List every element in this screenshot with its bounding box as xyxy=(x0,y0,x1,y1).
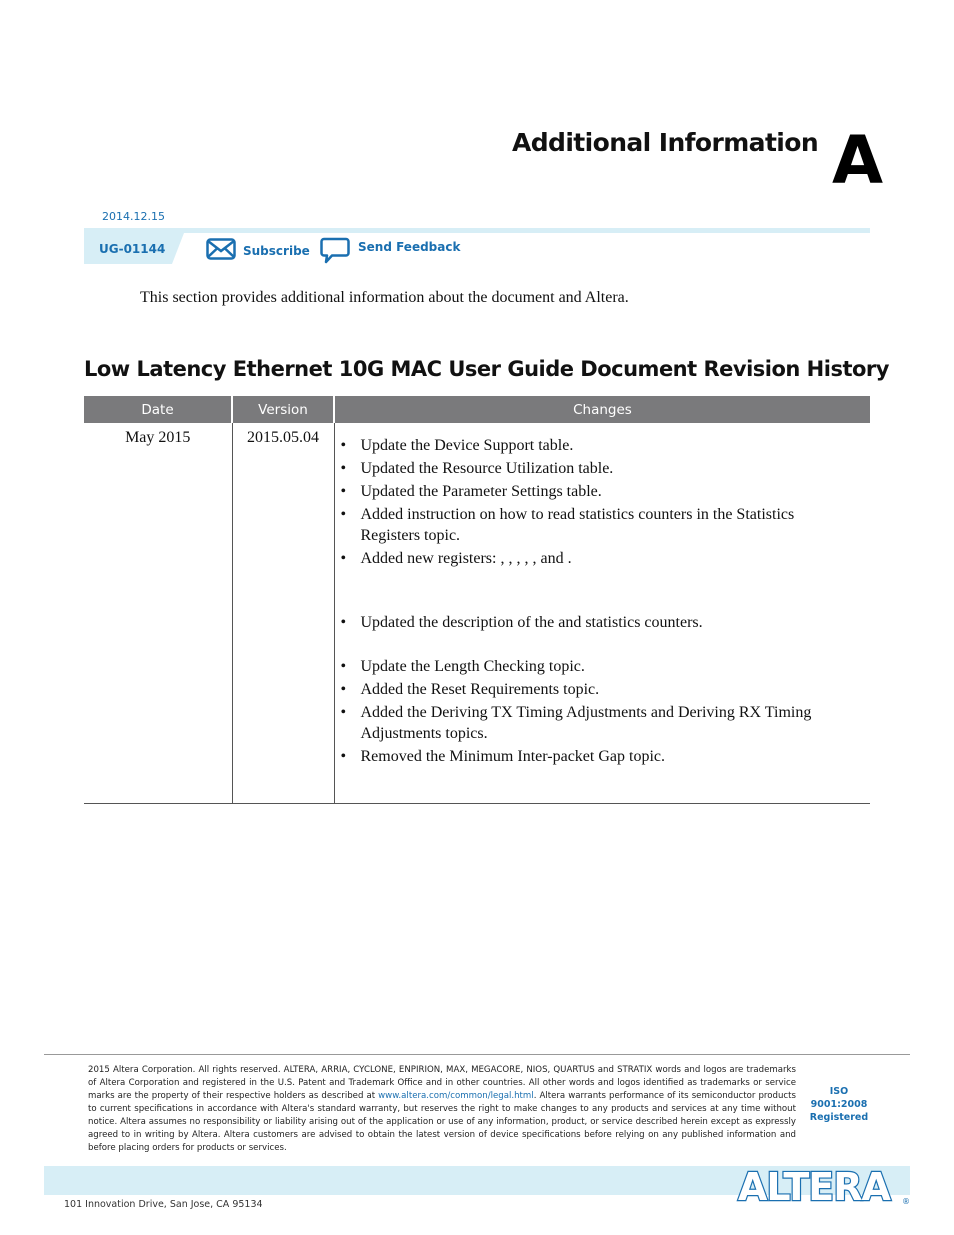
change-text: Updated the Parameter Settings table. xyxy=(360,483,602,500)
envelope-icon[interactable] xyxy=(206,238,236,260)
list-item: • Added the Reset Requirements topic. xyxy=(340,681,600,698)
document-info-band xyxy=(84,228,870,264)
list-item: • Update the Length Checking topic. xyxy=(340,658,585,675)
change-text: Added new registers: , , , , , and . xyxy=(360,550,572,567)
list-item: • Updated the Resource Utilization table. xyxy=(340,460,614,477)
footer-rule xyxy=(44,1054,910,1055)
change-text: Update the Length Checking topic. xyxy=(360,658,585,675)
column-header-changes: Changes xyxy=(334,396,870,423)
speech-bubble-icon[interactable] xyxy=(320,237,350,265)
band-rule xyxy=(84,228,870,233)
intro-paragraph: This section provides additional information about the document and Altera. xyxy=(140,289,629,306)
subscribe-link[interactable]: Subscribe xyxy=(243,244,310,258)
change-text: Update the Device Support table. xyxy=(360,437,574,454)
change-text: Updated the description of the and statistics counters. xyxy=(360,614,703,631)
changes-list xyxy=(340,435,841,767)
legal-notice xyxy=(88,1064,796,1155)
revision-history-table xyxy=(84,396,870,804)
iso-line-3: Registered xyxy=(809,1112,869,1123)
legal-text-2: . Altera warrants performance of its semiconductor products to current specifications in accordance with Altera's standard warranty, but reserves the right to make changes to any products and services at any time without notice. Altera assumes no responsibility or liability arising out of the application or use of any information, product, or service described herein except as expressly agreed to in writing by Altera. Altera customers are advised to obtain the latest version of device specifications before relying on any published information and before placing orders for products or services. xyxy=(88,1091,797,1153)
list-item: • Updated the description of the and statistics counters. xyxy=(340,614,703,631)
send-feedback-link[interactable]: Send Feedback xyxy=(358,240,461,254)
section-heading: Low Latency Ethernet 10G MAC User Guide Document Revision History xyxy=(84,357,889,381)
change-text: Updated the Resource Utilization table. xyxy=(360,460,614,477)
list-item: • Removed the Minimum Inter-packet Gap topic. xyxy=(340,748,665,765)
table-row xyxy=(84,423,870,803)
iso-registration xyxy=(806,1085,872,1124)
list-item: • Added new registers: , , , , , and . xyxy=(340,550,572,567)
change-text: Removed the Minimum Inter-packet Gap topic. xyxy=(360,748,665,765)
iso-line-1: ISO xyxy=(829,1086,849,1097)
table-header-row xyxy=(84,396,870,423)
change-text: Added the Deriving TX Timing Adjustments and Deriving RX Timing Adjustments topics. xyxy=(360,704,812,742)
column-header-date: Date xyxy=(84,396,232,423)
column-header-version: Version xyxy=(232,396,334,423)
cell-date: May 2015 xyxy=(84,423,232,803)
svg-text:®: ® xyxy=(902,1197,910,1206)
svg-text:ALTERA: ALTERA xyxy=(738,1165,890,1206)
cell-version: 2015.05.04 xyxy=(232,423,334,803)
iso-line-2: 9001:2008 xyxy=(810,1099,868,1110)
list-item: • Added the Deriving TX Timing Adjustments and Deriving RX Timing Adjustments topics. xyxy=(340,704,812,742)
cell-changes xyxy=(334,423,870,803)
chapter-letter: A xyxy=(832,122,884,199)
chapter-title: Additional Information xyxy=(512,128,819,157)
list-item: • Update the Device Support table. xyxy=(340,437,574,454)
legal-link[interactable]: www.altera.com/common/legal.html xyxy=(378,1091,534,1101)
change-text: Added the Reset Requirements topic. xyxy=(360,681,600,698)
altera-logo xyxy=(736,1164,912,1206)
document-date: 2014.12.15 xyxy=(102,210,165,223)
company-address: 101 Innovation Drive, San Jose, CA 95134 xyxy=(64,1199,263,1210)
document-id: UG-01144 xyxy=(99,242,166,256)
list-item: • Added instruction on how to read statistics counters in the Statistics Registers topic. xyxy=(340,506,795,544)
legal-text-1: 2015 Altera Corporation. All rights reserved. ALTERA, ARRIA, CYCLONE, ENPIRION, MAX, MEGACORE, NIOS, QUARTUS and STRATIX words and logos are trademarks of Altera Corporation and registered in the U.S. Patent and Trademark Office and in other countries. All other words and logos identified as trademarks or service marks are the property of their respective holders as described at xyxy=(88,1065,796,1101)
list-item: • Updated the Parameter Settings table. xyxy=(340,483,602,500)
change-text: Added instruction on how to read statistics counters in the Statistics Registers topic. xyxy=(360,506,795,544)
